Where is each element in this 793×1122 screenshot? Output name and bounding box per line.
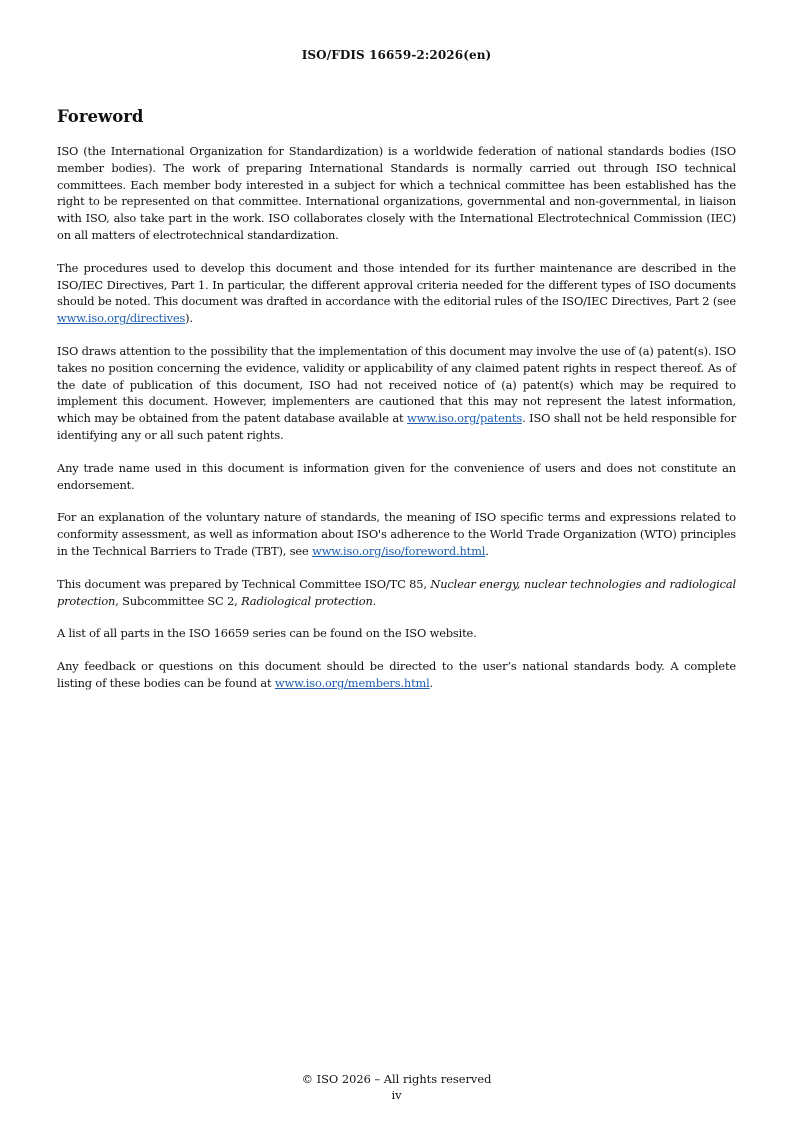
document-body <box>57 107 736 708</box>
paragraph-series-list: A list of all parts in the ISO 16659 series can be found on the ISO website. <box>57 626 477 641</box>
page-footer <box>0 1071 793 1103</box>
paragraph-text-end: . ISO shall not be held responsible for identifying any or all such patent rights. <box>57 411 736 442</box>
foreword-link[interactable]: www.iso.org/iso/foreword.html <box>312 543 486 558</box>
paragraph-text: The procedures used to develop this document and those intended for its further maintenance are described in the ISO/IEC Directives, Part 1. In particular, the different approval criteria needed for the different types of ISO documents should be noted. This document was drafted in accordance with the editorial rules of the ISO/IEC Directives, Part 2 (see <box>57 260 736 309</box>
directives-link[interactable]: www.iso.org/directives <box>57 311 186 326</box>
paragraph-committee <box>57 576 736 610</box>
paragraph-text-end: . <box>372 593 377 608</box>
paragraph-text-middle: , Subcommittee SC 2, <box>115 593 242 608</box>
committee-name: Nuclear energy, nuclear technologies and radiological protection <box>57 576 736 608</box>
members-link[interactable]: www.iso.org/members.html <box>274 675 430 690</box>
paragraph-text-end: . <box>429 675 434 690</box>
section-title: Foreword <box>57 107 144 126</box>
paragraph-patents <box>57 343 736 444</box>
paragraph-text: This document was prepared by Technical Committee ISO/TC 85, <box>57 576 431 591</box>
patents-link[interactable]: www.iso.org/patents <box>407 411 523 426</box>
paragraph-text-end: . <box>485 543 489 558</box>
paragraph-text: ISO draws attention to the possibility that the implementation of this document may involve the use of (a) patent(s). ISO takes no position concerning the evidence, validity or applicability of any claimed patent rights in respect thereof. As of the date of publication of this document, ISO had not received notice of (a) patent(s) which may be required to implement this document. However, implementers are cautioned that this may not represent the latest information, which may be obtained from the patent database available at <box>57 343 736 426</box>
paragraph-text: For an explanation of the voluntary nature of standards, the meaning of ISO specific terms and expressions related to conformity assessment, as well as information about ISO's adherence to the World Trade Organization (WTO) principles in the Technical Barriers to Trade (TBT), see <box>57 510 736 558</box>
copyright-notice: © ISO 2026 – All rights reserved <box>301 1072 492 1086</box>
paragraph-feedback <box>57 658 736 692</box>
paragraph-trade-name: Any trade name used in this document is information given for the convenience of users and does not constitute an endorsement. <box>57 460 736 492</box>
page-number: iv <box>391 1088 402 1102</box>
subcommittee-name: Radiological protection <box>241 593 373 608</box>
page-header: ISO/FDIS 16659-2:2026(en) <box>301 48 492 62</box>
paragraph-text-end: ). <box>185 311 193 326</box>
paragraph-voluntary-nature <box>57 509 736 559</box>
paragraph-procedures <box>57 260 736 327</box>
paragraph-iso-overview: ISO (the International Organization for Standardization) is a worldwide federation of national standards bodies (ISO member bodies). The work of preparing International Standards is normally carried out through ISO technical committees. Each member body interested in a subject for which a technical committee has been established has the right to be represented on that committee. International organizations, governmental and non-governmental, in liaison with ISO, also take part in the work. ISO collaborates closely with the International Electrotechnical Commission (IEC) on all matters of electrotechnical standardization. <box>57 144 736 242</box>
paragraph-text: Any feedback or questions on this document should be directed to the user’s national standards body. A complete listing of these bodies can be found at <box>57 659 736 690</box>
